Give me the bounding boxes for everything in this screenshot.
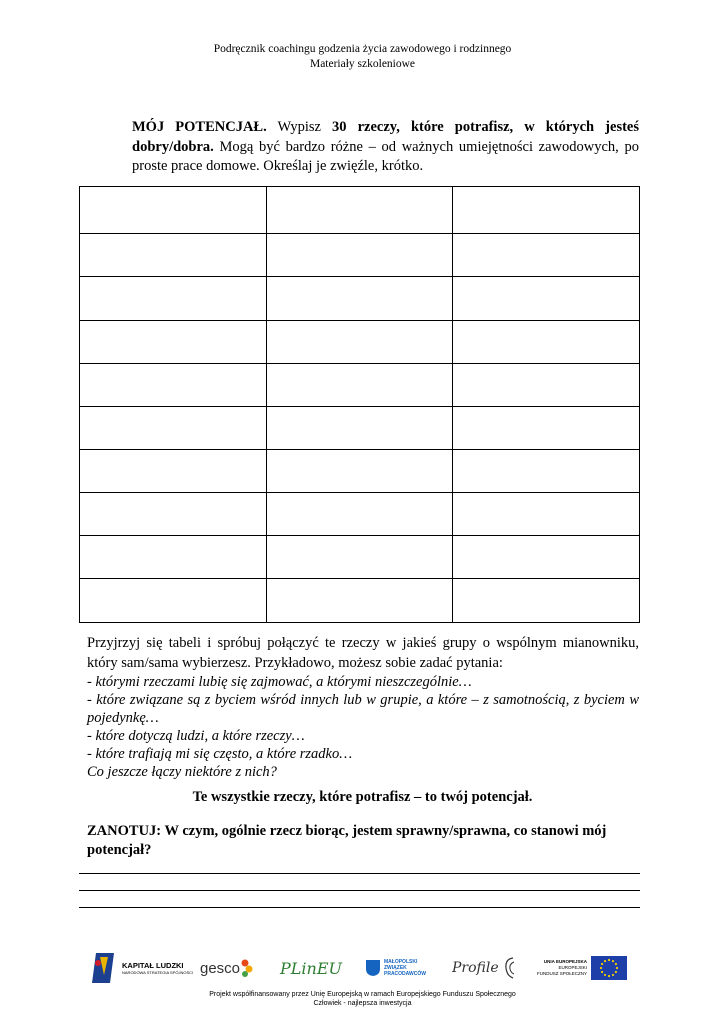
footer-line-1: Projekt współfinansowany przez Unię Europejską w ramach Europejskiego Funduszu Społecznego <box>209 991 516 998</box>
eu-star <box>600 967 602 969</box>
eu-star <box>612 974 614 976</box>
mzp-logo <box>365 948 426 988</box>
table-cell[interactable] <box>266 187 453 234</box>
question-3: - które dotyczą ludzi, a które rzeczy… <box>87 728 305 744</box>
plineu-logo <box>280 948 342 988</box>
eu-star <box>612 960 614 962</box>
intro-heading: MÓJ POTENCJAŁ. <box>132 119 267 135</box>
table-cell[interactable] <box>453 579 640 623</box>
instructions-block <box>87 633 639 781</box>
eu-star <box>615 963 617 965</box>
table-cell[interactable] <box>80 187 267 234</box>
table-cell[interactable] <box>266 579 453 623</box>
skills-table <box>79 186 640 623</box>
table-cell[interactable] <box>453 364 640 407</box>
table-cell[interactable] <box>80 407 267 450</box>
gesco-dots-icon <box>240 958 254 978</box>
note-prompt: ZANOTUJ: W czym, ogólnie rzecz biorąc, jestem sprawny/sprawna, co stanowi mój potencjał? <box>87 823 607 858</box>
eu-star <box>601 963 603 965</box>
eu-flag-icon <box>591 956 627 980</box>
table-row <box>80 450 640 493</box>
table-cell[interactable] <box>80 277 267 321</box>
table-cell[interactable] <box>80 579 267 623</box>
table-cell[interactable] <box>266 493 453 536</box>
eu-star <box>608 959 610 961</box>
table-cell[interactable] <box>453 536 640 579</box>
intro-bold-instruction: 30 rzeczy, które potrafisz, w których jesteś dobry/dobra. <box>132 119 639 155</box>
table-row <box>80 234 640 277</box>
eu-star <box>604 974 606 976</box>
table-row <box>80 493 640 536</box>
profile-head-icon <box>501 956 521 980</box>
eu-star <box>615 971 617 973</box>
eu-logo <box>537 948 627 988</box>
header-title: Podręcznik coachingu godzenia życia zawodowego i rodzinnego <box>213 43 512 55</box>
mzp-line-1: MAŁOPOLSKI <box>384 959 418 965</box>
table-row <box>80 536 640 579</box>
summary-statement: Te wszystkie rzeczy, które potrafisz – to twój potencjał. <box>192 789 533 805</box>
page-header <box>0 42 725 72</box>
header-subtitle: Materiały szkoleniowe <box>309 58 416 70</box>
plineu-text: PLinEU <box>280 958 342 978</box>
eu-star <box>604 960 606 962</box>
eu-star <box>601 971 603 973</box>
question-2: - które związane są z byciem wśród innych lub w grupie, a które – z samotnością, z byciem w pojedynkę… <box>87 692 639 726</box>
table-cell[interactable] <box>266 450 453 493</box>
footer-logos <box>0 948 725 988</box>
eu-line-1: UNIA EUROPEJSKA <box>543 959 588 964</box>
table-row <box>80 364 640 407</box>
table-cell[interactable] <box>266 536 453 579</box>
writing-line-2[interactable] <box>79 890 640 891</box>
mzp-line-2: ZWIĄZEK <box>384 965 407 971</box>
table-cell[interactable] <box>80 321 267 364</box>
table-cell[interactable] <box>80 364 267 407</box>
profile-logo <box>452 948 521 988</box>
writing-line-1[interactable] <box>79 873 640 874</box>
mzp-line-3: PRACODAWCÓW <box>384 971 426 977</box>
table-row <box>80 321 640 364</box>
profile-text: Profile <box>452 960 499 976</box>
skills-table-body <box>80 187 640 623</box>
gesco-text: gesco <box>200 959 241 977</box>
kl-title: KAPITAŁ LUDZKI <box>122 961 184 970</box>
table-cell[interactable] <box>453 234 640 277</box>
table-cell[interactable] <box>266 321 453 364</box>
eu-line-3: FUNDUSZ SPOŁECZNY <box>537 971 588 976</box>
footer-line-2: Człowiek - najlepsza inwestycja <box>313 1000 412 1007</box>
table-cell[interactable] <box>80 493 267 536</box>
table-cell[interactable] <box>453 187 640 234</box>
table-cell[interactable] <box>453 321 640 364</box>
table-cell[interactable] <box>266 407 453 450</box>
intro-text-1: Wypisz <box>266 119 333 135</box>
eu-line-2: EUROPEJSKI <box>558 965 588 970</box>
table-row <box>80 407 640 450</box>
table-cell[interactable] <box>266 364 453 407</box>
intro-text-2: Mogą być bardzo różne – od ważnych umiejętności zawodowych, po proste prace domowe. Określaj je zwięźle, krótko. <box>132 138 639 174</box>
table-cell[interactable] <box>453 277 640 321</box>
table-cell[interactable] <box>266 277 453 321</box>
table-cell[interactable] <box>453 450 640 493</box>
table-row <box>80 187 640 234</box>
table-cell[interactable] <box>266 234 453 277</box>
kapital-ludzki-logo <box>90 948 193 988</box>
table-cell[interactable] <box>80 536 267 579</box>
kl-subtitle: NARODOWA STRATEGIA SPÓJNOŚCI <box>122 970 194 975</box>
mzp-shield-icon <box>365 959 381 977</box>
table-cell[interactable] <box>80 450 267 493</box>
table-row <box>80 277 640 321</box>
kapital-ludzki-emblem-icon <box>90 951 118 985</box>
instructions-paragraph: Przyjrzyj się tabeli i spróbuj połączyć te rzeczy w jakieś grupy o wspólnym mianowniku, który sam/sama wybierzesz. Przykładowo, możesz sobie zadać pytania: <box>87 635 639 671</box>
question-1: - którymi rzeczami lubię się zajmować, a którymi nieszczególnie… <box>87 674 472 690</box>
eu-star <box>608 975 610 977</box>
table-cell[interactable] <box>453 407 640 450</box>
gesco-logo <box>200 948 254 988</box>
question-4: - które trafiają mi się często, a które rzadko… <box>87 746 353 762</box>
table-cell[interactable] <box>80 234 267 277</box>
eu-star <box>616 967 618 969</box>
table-row <box>80 579 640 623</box>
table-cell[interactable] <box>453 493 640 536</box>
writing-line-3[interactable] <box>79 907 640 908</box>
footer-funding-note <box>0 990 725 1008</box>
question-5: Co jeszcze łączy niektóre z nich? <box>87 764 277 780</box>
intro-paragraph <box>132 118 639 177</box>
